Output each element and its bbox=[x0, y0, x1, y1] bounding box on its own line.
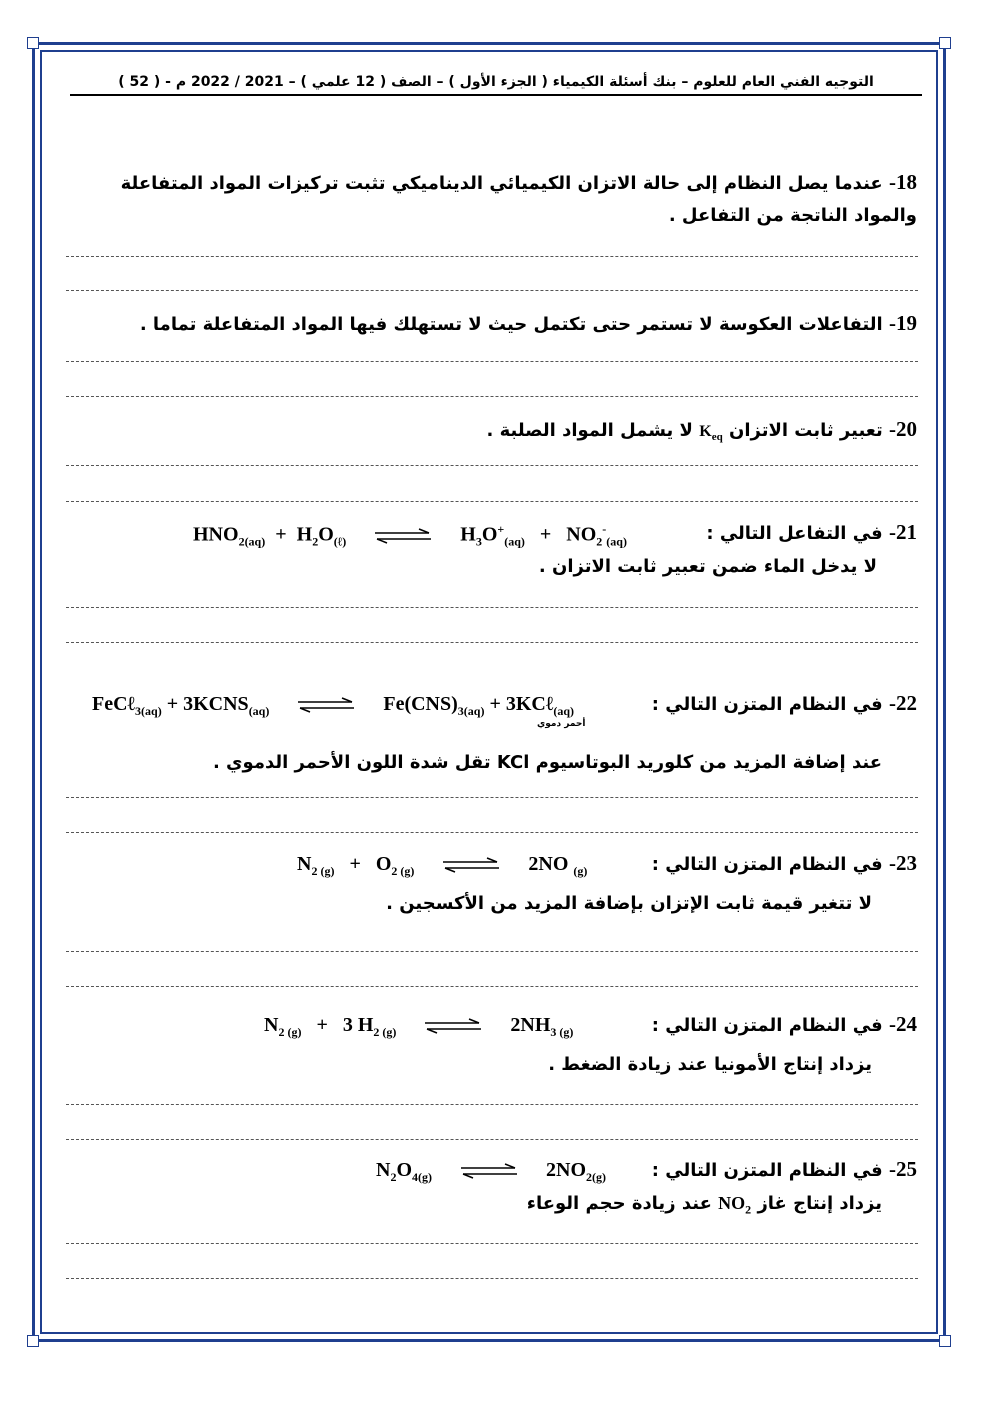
question-intro: في التفاعل التالي : bbox=[706, 523, 883, 544]
equilibrium-arrow-icon bbox=[296, 697, 356, 713]
equation-22: FeCℓ$_{3(aq)}$ + $3KCNS_{(aq)}$ $Fe(CNS)_{3(aq)}$ + 3KCℓ$_{(aq)}$ bbox=[92, 693, 575, 718]
equation-24: $N_{2 (g)} + 3$ $H_{2 (g)}$ $2NH_{3 (g)}$ bbox=[264, 1014, 574, 1039]
question-number: 20- bbox=[889, 417, 917, 441]
question-intro: في النظام المتزن التالي : bbox=[651, 1160, 883, 1181]
corner-ornament bbox=[27, 1335, 39, 1347]
answer-line bbox=[66, 642, 918, 643]
question-intro: في النظام المتزن التالي : bbox=[651, 1015, 883, 1036]
answer-line bbox=[66, 832, 918, 833]
question-text: تعبير ثابت الاتزان bbox=[728, 420, 883, 441]
statement-part: عند زيادة حجم الوعاء bbox=[526, 1193, 712, 1214]
answer-line bbox=[66, 501, 918, 502]
question-number: 19- bbox=[889, 311, 917, 335]
equation-25: $N_2O_{4(g)}$ $2NO_{2(g)}$ bbox=[376, 1159, 607, 1184]
question-number: 22- bbox=[889, 691, 917, 715]
question-19 bbox=[68, 307, 917, 341]
equilibrium-arrow-icon bbox=[441, 857, 501, 873]
question-text: التفاعلات العكوسة لا تستمر حتى تكتمل حيث لا تستهلك فيها المواد المتفاعلة تماما . bbox=[139, 314, 883, 335]
answer-line bbox=[66, 951, 918, 952]
gas-formula: $NO_2$ bbox=[718, 1193, 752, 1217]
question-intro: في النظام المتزن التالي : bbox=[651, 854, 883, 875]
question-22 bbox=[652, 691, 917, 716]
question-24-statement: يزداد إنتاج الأمونيا عند زيادة الضغط . bbox=[548, 1054, 872, 1075]
answer-line bbox=[66, 1278, 918, 1279]
corner-ornament bbox=[27, 37, 39, 49]
answer-line bbox=[66, 1139, 918, 1140]
question-number: 23- bbox=[889, 851, 917, 875]
answer-line bbox=[66, 1243, 918, 1244]
color-label: أحمر دموي bbox=[537, 719, 586, 729]
answer-line bbox=[66, 465, 918, 466]
corner-ornament bbox=[939, 1335, 951, 1347]
answer-line bbox=[66, 396, 918, 397]
question-number: 21- bbox=[889, 520, 917, 544]
question-18 bbox=[68, 166, 917, 232]
question-21 bbox=[706, 520, 917, 545]
answer-line bbox=[66, 361, 918, 362]
question-21-statement: لا يدخل الماء ضمن تعبير ثابت الاتزان . bbox=[538, 556, 877, 577]
answer-line bbox=[66, 986, 918, 987]
equilibrium-arrow-icon bbox=[459, 1163, 519, 1179]
equation-23: $N_{2 (g)} + O_{2 (g)}$ 2NO $_{(g)}$ bbox=[297, 853, 588, 878]
question-text: لا يشمل المواد الصلبة . bbox=[486, 420, 693, 441]
keq-symbol: $K_{eq}$ bbox=[699, 423, 723, 444]
question-23-statement: لا تتغير قيمة ثابت الإتزان بإضافة المزيد من الأكسجين . bbox=[386, 893, 872, 914]
statement-part: يزداد إنتاج غاز bbox=[757, 1193, 882, 1214]
corner-ornament bbox=[939, 37, 951, 49]
question-24 bbox=[652, 1012, 917, 1037]
question-25 bbox=[652, 1157, 917, 1182]
equilibrium-arrow-icon bbox=[423, 1018, 483, 1034]
equilibrium-arrow-icon bbox=[373, 528, 433, 544]
question-text: عندما يصل النظام إلى حالة الاتزان الكيميائي الديناميكي تثبت تركيزات المواد المتفاعلة والمواد الناتجة من التفاعل . bbox=[120, 173, 917, 226]
equation-21: $HNO_{2(aq)} + H_2O_{(\ell)}$ $H_3O^+_{(aq)} + NO_2^-_{(aq)}$ bbox=[193, 522, 627, 549]
question-number: 25- bbox=[889, 1157, 917, 1181]
question-intro: في النظام المتزن التالي : bbox=[651, 694, 883, 715]
question-22-statement: عند إضافة المزيد من كلوريد البوتاسيوم KCl تقل شدة اللون الأحمر الدموي . bbox=[212, 752, 882, 773]
answer-line bbox=[66, 290, 918, 291]
question-23 bbox=[652, 851, 917, 876]
question-number: 18- bbox=[889, 170, 917, 194]
answer-line bbox=[66, 1104, 918, 1105]
question-25-statement bbox=[527, 1193, 882, 1218]
answer-line bbox=[66, 797, 918, 798]
question-number: 24- bbox=[889, 1012, 917, 1036]
question-20 bbox=[68, 413, 917, 453]
page-header: التوجيه الفني العام للعلوم – بنك أسئلة الكيمياء ( الجزء الأول ) – الصف ( 12 علمي ) – 2021 / 2022 م - ( 52 ) bbox=[70, 72, 922, 96]
answer-line bbox=[66, 256, 918, 257]
answer-line bbox=[66, 607, 918, 608]
